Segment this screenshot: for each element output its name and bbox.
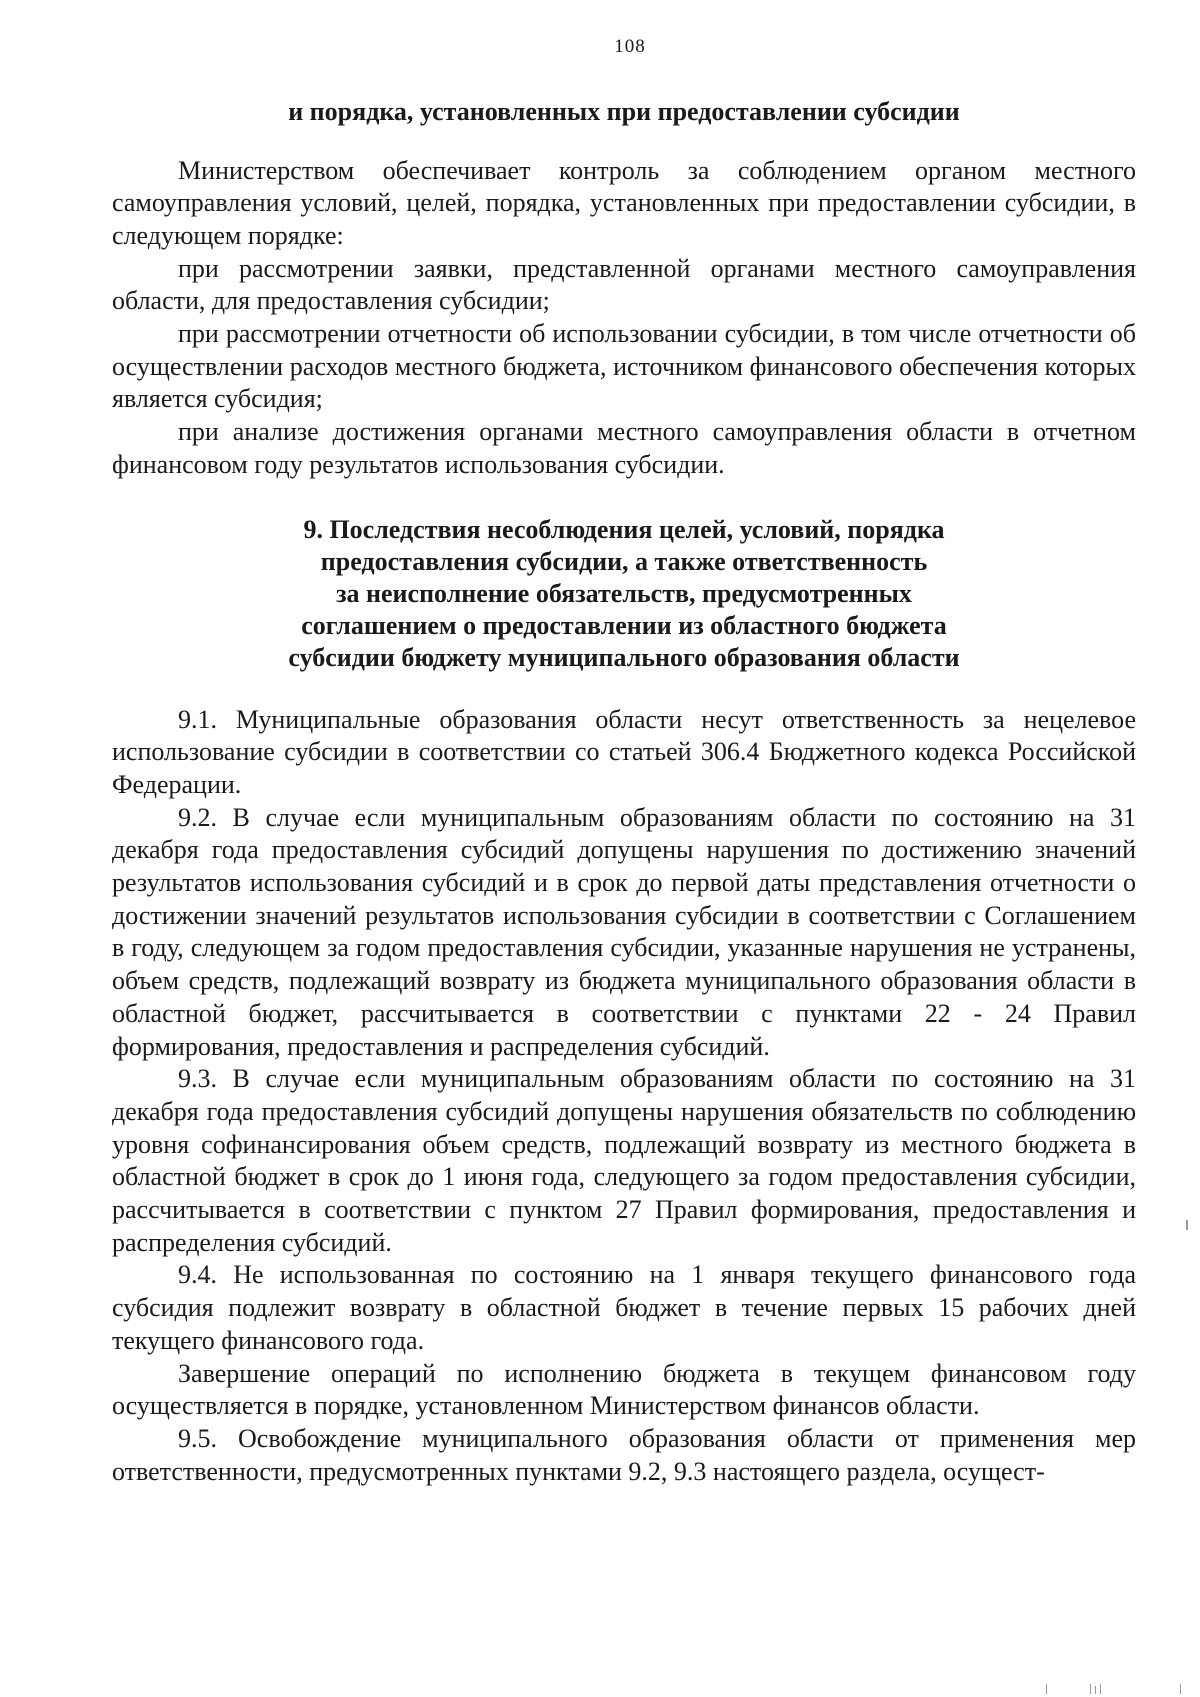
clause-9-4: 9.4. Не использованная по состоянию на 1 января текущего финансового года субсидия подлежит возврату в областной бюджет в течение первых 15 рабочих дней текущего финансового года.: [112, 1260, 1136, 1355]
scan-artifact: [1095, 1686, 1096, 1694]
paragraph-reporting-review: при рассмотрении отчетности об использовании субсидии, в том числе отчетности об осуществлении расходов местного бюджета, источником финансового обеспечения которых является субсидия;: [112, 319, 1136, 414]
scan-artifact: [1090, 1684, 1091, 1694]
continued-heading: и порядка, установленных при предоставлении субсидии: [288, 97, 960, 126]
scan-artifact: [1046, 1684, 1047, 1694]
clause-9-4-continuation: Завершение операций по исполнению бюджета в текущем финансовом году осуществляется в порядке, установленном Министерством финансов области.: [112, 1358, 1136, 1421]
scan-artifact: [1100, 1684, 1101, 1694]
paragraph-control-order: Министерством обеспечивает контроль за соблюдением органом местного самоуправления условий, целей, порядка, установленных при предоставлении субсидии, в следующем порядке:: [112, 155, 1136, 250]
section-9-heading: [112, 514, 1136, 674]
clause-9-1: 9.1. Муниципальные образования области несут ответственность за нецелевое использование субсидии в соответствии со статьей 306.4 Бюджетного кодекса Российской Федерации.: [112, 704, 1136, 799]
section-heading-line: 9. Последствия несоблюдения целей, условий, порядка: [303, 514, 945, 544]
document-body: [112, 96, 1136, 1488]
scan-artifact: [1186, 1220, 1188, 1230]
section-heading-line: предоставления субсидии, а также ответственность: [320, 546, 928, 576]
section-heading-line: соглашением о предоставлении из областного бюджета: [301, 610, 947, 640]
intro-block: [112, 155, 1136, 482]
clause-9-3: 9.3. В случае если муниципальным образованиям области по состоянию на 31 декабря года предоставления субсидий допущены нарушения обязательств по соблюдению уровня софинансирования объем средств, подлежащий возврату из местного бюджета в областной бюджет в срок до 1 июня года, следующего за годом предоставления субсидии, рассчитывается в соответствии с пунктом 27 Правил формирования, предоставления и распределения субсидий.: [112, 1064, 1136, 1257]
scan-artifact: [1180, 1684, 1181, 1694]
clause-9-5: 9.5. Освобождение муниципального образования области от применения мер ответственности, предусмотренных пунктами 9.2, 9.3 настоящего раздела, осущест-: [112, 1424, 1136, 1486]
section-heading-line: за неисполнение обязательств, предусмотренных: [336, 578, 912, 608]
section-heading-line: субсидии бюджету муниципального образования области: [288, 642, 960, 672]
page-number: 108: [614, 36, 646, 57]
paragraph-results-analysis: при анализе достижения органами местного самоуправления области в отчетном финансовом году результатов использования субсидии.: [112, 417, 1136, 479]
clause-9-2: 9.2. В случае если муниципальным образованиям области по состоянию на 31 декабря года предоставления субсидий допущены нарушения по достижению значений результатов использования субсидий и в срок до первой даты представления отчетности о достижении значений результатов использования субсидии в соответствии с Соглашением в году, следующем за годом предоставления субсидии, указанные нарушения не устранены, объем средств, подлежащий возврату из бюджета муниципального образования области в областной бюджет, рассчитывается в соответствии с пунктами 22 - 24 Правил формирования, предоставления и распределения субсидий.: [112, 802, 1136, 1061]
section-9-body: [112, 704, 1136, 1489]
paragraph-application-review: при рассмотрении заявки, представленной органами местного самоуправления области, для предоставления субсидии;: [112, 253, 1136, 316]
